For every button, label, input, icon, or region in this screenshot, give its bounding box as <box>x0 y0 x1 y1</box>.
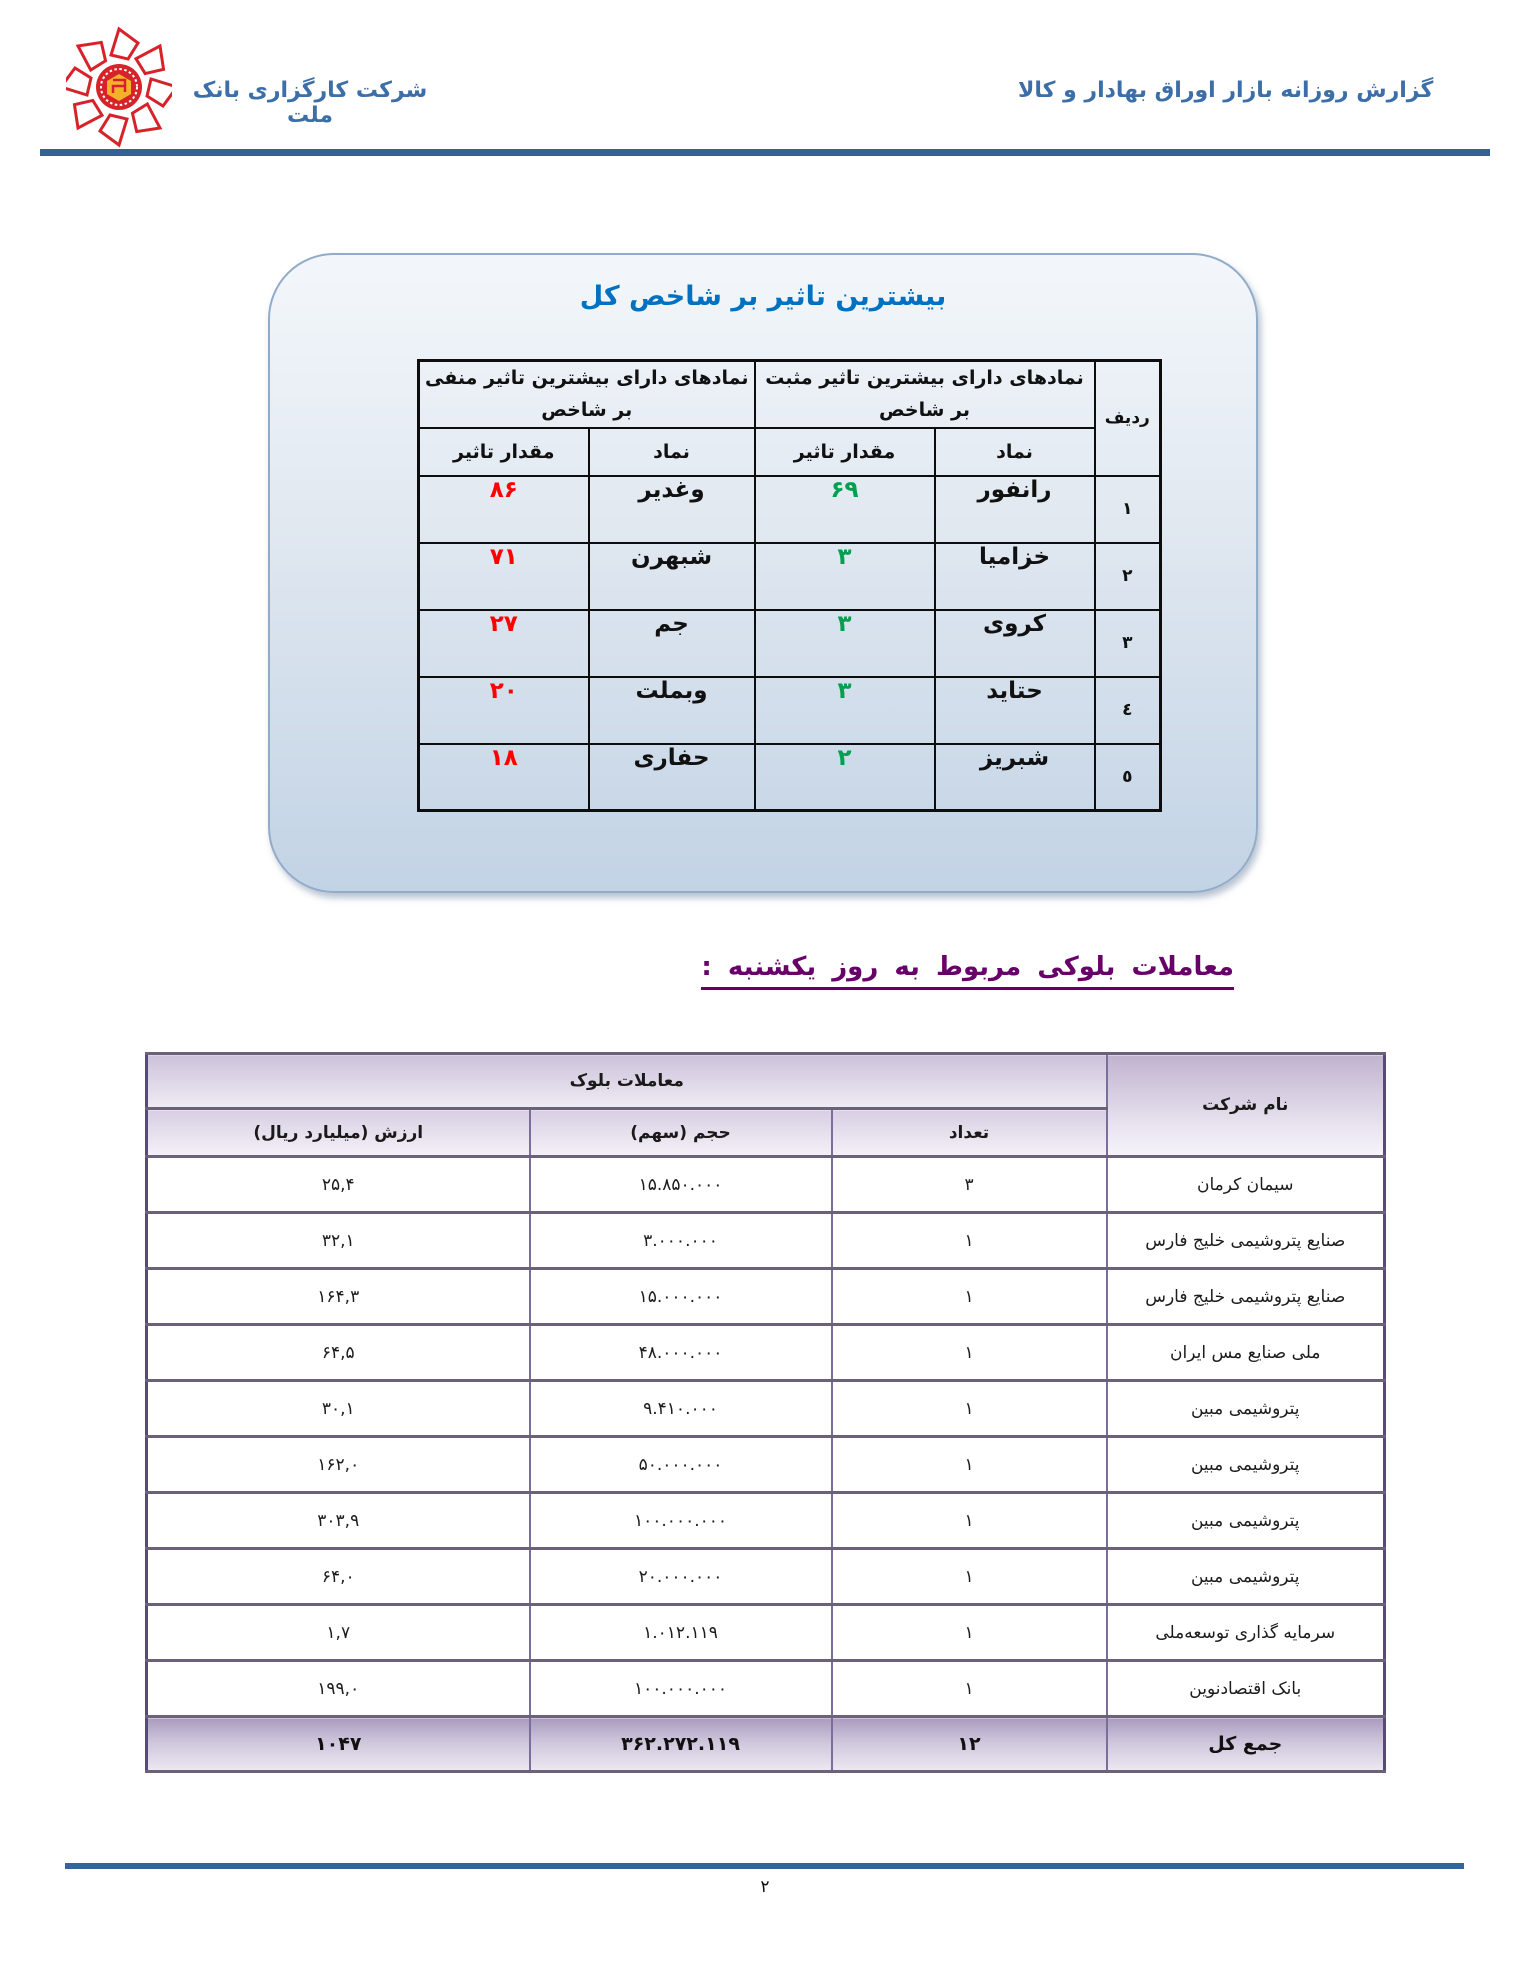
page-number: ۲ <box>760 1877 770 1897</box>
col-header-impact-pos: مقدار تاثیر <box>755 428 935 476</box>
positive-symbol: رانفور <box>935 476 1095 543</box>
col-group-positive: نمادهای دارای بیشترین تاثیر مثبت بر شاخص <box>755 361 1095 428</box>
trade-volume: ۴۸.۰۰۰.۰۰۰ <box>530 1325 832 1381</box>
trade-volume: ۱۵.۰۰۰.۰۰۰ <box>530 1269 832 1325</box>
header-company-name: شرکت کارگزاری بانک ملت <box>192 78 428 128</box>
col-header-volume: حجم (سهم) <box>530 1109 832 1157</box>
negative-impact-value: ۱۸ <box>419 744 589 811</box>
trade-value: ۱۶۲,۰ <box>147 1437 530 1493</box>
positive-impact-value: ۶۹ <box>755 476 935 543</box>
negative-symbol: شبهرن <box>589 543 755 610</box>
trade-value: ۳۰,۱ <box>147 1381 530 1437</box>
positive-symbol: حتاید <box>935 677 1095 744</box>
col-group-negative: نمادهای دارای بیشترین تاثیر منفی بر شاخص <box>419 361 755 428</box>
positive-symbol: کروی <box>935 610 1095 677</box>
table-total-row <box>147 1717 1385 1772</box>
positive-symbol: شبریز <box>935 744 1095 811</box>
col-header-company: نام شرکت <box>1107 1054 1385 1157</box>
row-number: ۳ <box>1095 610 1161 677</box>
negative-symbol: وبملت <box>589 677 755 744</box>
table-row <box>419 610 1161 677</box>
trade-volume: ۵۰.۰۰۰.۰۰۰ <box>530 1437 832 1493</box>
trade-count: ۱ <box>832 1493 1107 1549</box>
index-impact-title: بیشترین تاثیر بر شاخص کل <box>579 281 947 312</box>
trade-count: ۱ <box>832 1605 1107 1661</box>
trade-value: ۳۲,۱ <box>147 1213 530 1269</box>
header-divider <box>40 149 1490 156</box>
table-row <box>147 1381 1385 1437</box>
table-row <box>147 1549 1385 1605</box>
company-name: پتروشیمی مبین <box>1107 1493 1385 1549</box>
bank-mellat-logo <box>66 26 172 148</box>
table-row <box>147 1661 1385 1717</box>
col-header-impact-neg: مقدار تاثیر <box>419 428 589 476</box>
col-header-count: تعداد <box>832 1109 1107 1157</box>
row-number: ٤ <box>1095 677 1161 744</box>
negative-impact-value: ۷۱ <box>419 543 589 610</box>
negative-impact-value: ۲۷ <box>419 610 589 677</box>
header-report-title: گزارش روزانه بازار اوراق بهادار و کالا <box>1018 78 1434 103</box>
company-name: صنایع پتروشیمی خلیج فارس <box>1107 1269 1385 1325</box>
company-name: بانک اقتصادنوین <box>1107 1661 1385 1717</box>
table-row <box>419 744 1161 811</box>
table-row <box>147 1269 1385 1325</box>
table-row <box>147 1213 1385 1269</box>
col-header-symbol-pos: نماد <box>935 428 1095 476</box>
trade-count: ۱ <box>832 1661 1107 1717</box>
trade-volume: ۱۰۰.۰۰۰.۰۰۰ <box>530 1661 832 1717</box>
company-name: پتروشیمی مبین <box>1107 1549 1385 1605</box>
negative-symbol: وغدیر <box>589 476 755 543</box>
trade-count: ۱ <box>832 1549 1107 1605</box>
block-trades-table <box>145 1052 1386 1773</box>
trade-count: ۱ <box>832 1437 1107 1493</box>
block-trades-heading: معاملات بلوکی مربوط به روز یکشنبه : <box>701 952 1234 990</box>
total-value: ۱۰۴۷ <box>147 1717 530 1772</box>
footer-divider <box>65 1863 1464 1869</box>
trade-value: ۱۹۹,۰ <box>147 1661 530 1717</box>
positive-impact-value: ۳ <box>755 610 935 677</box>
table-row <box>419 677 1161 744</box>
trade-volume: ۲۰.۰۰۰.۰۰۰ <box>530 1549 832 1605</box>
row-number: ۲ <box>1095 543 1161 610</box>
negative-symbol: جم <box>589 610 755 677</box>
table-row <box>147 1493 1385 1549</box>
row-number: ٥ <box>1095 744 1161 811</box>
trade-value: ۱۶۴,۳ <box>147 1269 530 1325</box>
bank-mellat-logo-icon <box>66 26 172 148</box>
table-row <box>419 543 1161 610</box>
col-header-symbol-neg: نماد <box>589 428 755 476</box>
company-name: سیمان کرمان <box>1107 1157 1385 1213</box>
total-label: جمع کل <box>1107 1717 1385 1772</box>
positive-impact-value: ۳ <box>755 677 935 744</box>
index-impact-table <box>417 359 1162 812</box>
trade-volume: ۳.۰۰۰.۰۰۰ <box>530 1213 832 1269</box>
negative-symbol: حفاری <box>589 744 755 811</box>
trade-volume: ۹.۴۱۰.۰۰۰ <box>530 1381 832 1437</box>
trade-volume: ۱.۰۱۲.۱۱۹ <box>530 1605 832 1661</box>
col-header-row-no: ردیف <box>1095 361 1161 476</box>
negative-impact-value: ۸۶ <box>419 476 589 543</box>
positive-impact-value: ۳ <box>755 543 935 610</box>
index-impact-panel <box>268 253 1258 893</box>
total-count: ۱۲ <box>832 1717 1107 1772</box>
trade-value: ۱,۷ <box>147 1605 530 1661</box>
trade-count: ۳ <box>832 1157 1107 1213</box>
trade-volume: ۱۰۰.۰۰۰.۰۰۰ <box>530 1493 832 1549</box>
table-row <box>147 1325 1385 1381</box>
company-name: سرمایه گذاری توسعه‌ملی <box>1107 1605 1385 1661</box>
trade-count: ۱ <box>832 1213 1107 1269</box>
company-name: پتروشیمی مبین <box>1107 1437 1385 1493</box>
trade-value: ۲۵,۴ <box>147 1157 530 1213</box>
trade-count: ۱ <box>832 1325 1107 1381</box>
trade-count: ۱ <box>832 1269 1107 1325</box>
trade-value: ۶۴,۰ <box>147 1549 530 1605</box>
col-header-value: ارزش (میلیارد ریال) <box>147 1109 530 1157</box>
company-name: صنایع پتروشیمی خلیج فارس <box>1107 1213 1385 1269</box>
col-group-block-trades: معاملات بلوک <box>147 1054 1107 1109</box>
company-name: ملی صنایع مس ایران <box>1107 1325 1385 1381</box>
trade-volume: ۱۵.۸۵۰.۰۰۰ <box>530 1157 832 1213</box>
total-volume: ۳۶۲.۲۷۲.۱۱۹ <box>530 1717 832 1772</box>
table-row <box>147 1157 1385 1213</box>
row-number: ۱ <box>1095 476 1161 543</box>
trade-count: ۱ <box>832 1381 1107 1437</box>
trade-value: ۶۴,۵ <box>147 1325 530 1381</box>
table-row <box>419 476 1161 543</box>
positive-symbol: خزامیا <box>935 543 1095 610</box>
company-name: پتروشیمی مبین <box>1107 1381 1385 1437</box>
positive-impact-value: ۲ <box>755 744 935 811</box>
table-row <box>147 1437 1385 1493</box>
trade-value: ۳۰۳,۹ <box>147 1493 530 1549</box>
table-row <box>147 1605 1385 1661</box>
negative-impact-value: ۲۰ <box>419 677 589 744</box>
